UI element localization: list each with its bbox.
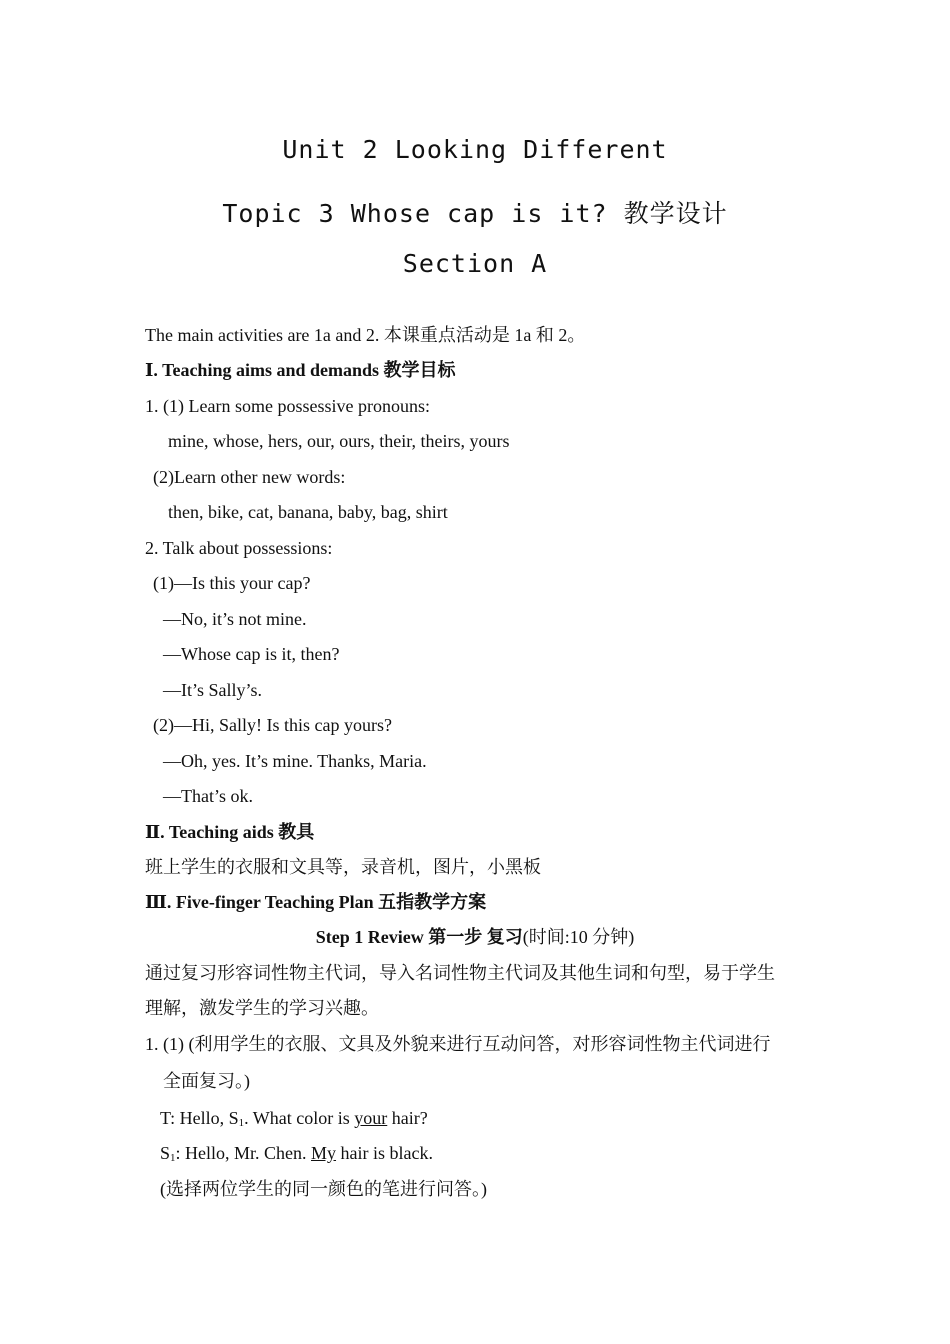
teaching-aids-heading: Ⅱ. Teaching aids 教具 <box>145 822 315 842</box>
teaching-plan-heading: Ⅲ. Five-finger Teaching Plan 五指教学方案 <box>145 892 487 912</box>
dialog-2-line: —Oh, yes. It’s mine. Thanks, Maria. <box>163 751 427 771</box>
section-title: Section A <box>402 249 548 278</box>
step-1-paragraph-line: 理解，激发学生的学习兴趣。 <box>145 998 379 1018</box>
dialog-1-line: (1)—Is this your cap? <box>153 573 311 593</box>
activity-note: (选择两位学生的同一颜色的笔进行问答。) <box>160 1179 487 1199</box>
teaching-aids-text: 班上学生的衣服和文具等，录音机，图片，小黑板 <box>145 857 541 877</box>
dialog-1-line: —It’s Sally’s. <box>163 680 263 700</box>
dialog-2-line: (2)—Hi, Sally! Is this cap yours? <box>153 715 392 735</box>
step-1-item-1-cont: 全面复习。) <box>163 1071 250 1091</box>
aim-2: 2. Talk about possessions: <box>145 538 333 558</box>
pronoun-word-list: mine, whose, hers, our, ours, their, theirs, yours <box>168 431 510 451</box>
student-line: $S_1$: Hello, Mr. Chen. My hair is black. <box>160 1143 434 1164</box>
new-word-list: then, bike, cat, banana, baby, bag, shirt <box>168 502 448 522</box>
step-1-label: Step 1 Review 第一步 复习 <box>315 927 523 947</box>
dialog-2-line: —That’s ok. <box>163 786 253 806</box>
dialog-1-line: —Whose cap is it, then? <box>163 644 340 664</box>
topic-title: Topic 3 Whose cap is it? 教学设计 <box>222 199 728 228</box>
step-1-item-1: 1. (1) (利用学生的衣服、文具及外貌来进行互动问答，对形容词性物主代词进行 <box>145 1034 771 1054</box>
intro-text: The main activities are 1a and 2. 本课重点活动是 1a 和 2。 <box>145 325 586 345</box>
aim-1-1: 1. (1) Learn some possessive pronouns: <box>145 396 430 416</box>
step-1-paragraph-line: 通过复习形容词性物主代词，导入名词性物主代词及其他生词和句型，易于学生 <box>145 963 775 983</box>
dialog-1-line: —No, it’s not mine. <box>163 609 307 629</box>
step-1-time: (时间:10 分钟) <box>522 927 635 947</box>
aim-1-2: (2)Learn other new words: <box>153 467 346 487</box>
unit-title: Unit 2 Looking Different <box>282 135 668 164</box>
teacher-line: T: Hello, $S_1$. What color is your hair? <box>160 1108 428 1129</box>
teaching-aims-heading: Ⅰ. Teaching aims and demands 教学目标 <box>145 360 456 380</box>
step-1-heading <box>0 925 950 949</box>
